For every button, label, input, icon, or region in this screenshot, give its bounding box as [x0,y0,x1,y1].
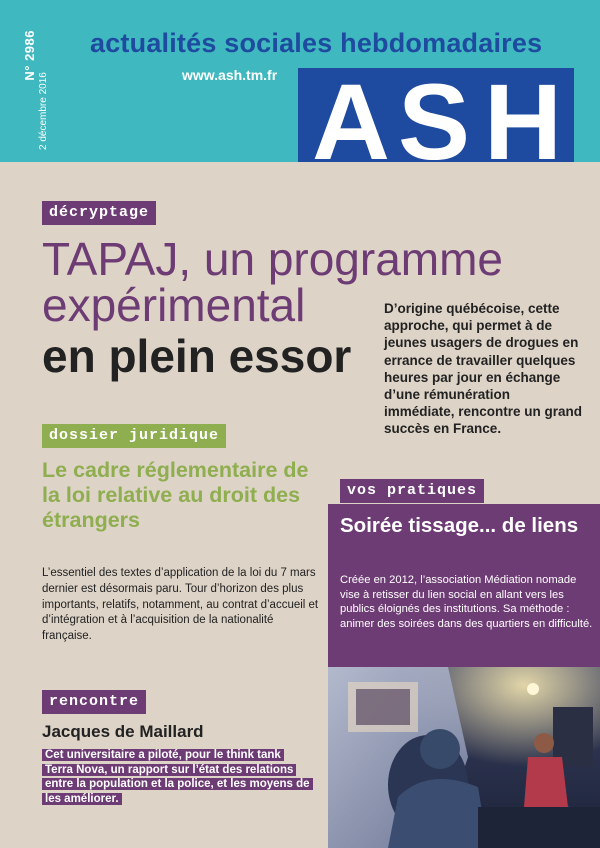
ash-logo [298,68,574,162]
decryptage-description: D’origine québécoise, cette approche, qui permet à de jeunes usagers de drogues en errance de travailler quelques heures par jour en échange d’une rémunération immédiate, rencontre un grand succès en France. [384,301,583,437]
rencontre-description-text: Cet universitaire a piloté, pour le think tank Terra Nova, un rapport sur l’état des relations entre la population et la police, et les moyens de les améliorer. [42,749,313,805]
night-scene-image [328,667,600,848]
tag-rencontre: rencontre [42,690,146,714]
tag-dossier-juridique: dossier juridique [42,424,226,448]
rencontre-description [42,748,310,806]
header-band [0,0,600,162]
dossier-description: L’essentiel des textes d’application de la loi du 7 mars dernier est désormais paru. Tour d’horizon des plus importants, relatifs, notamment, au contrat d’accueil et d’intégration et à l’acquisition de la nationalité française. [42,567,319,643]
website-url[interactable]: www.ash.tm.fr [182,67,278,83]
pratiques-title: Soirée tissage... de liens [340,514,579,537]
decryptage-title-bold: en plein essor [42,330,352,382]
magazine-title: actualités sociales hebdomadaires [90,28,543,58]
pratiques-description: Créée en 2012, l’association Médiation nomade vise à retisser du lien social en allant vers les publics éloignés des institutions. Sa méthode : animer des soirées dans des quartiers en difficulté. [340,574,593,630]
logo-letter-a: A [312,68,390,162]
dossier-title: Le cadre réglementaire de la loi relative au droit des étrangers [42,458,309,532]
issue-date: 2 décembre 2016 [38,72,49,150]
decryptage-title-line2: expérimental [42,279,306,331]
tag-vos-pratiques: vos pratiques [340,479,484,503]
rencontre-name: Jacques de Maillard [42,722,204,741]
pratiques-photo [328,667,600,848]
logo-letter-h: H [484,68,562,162]
issue-info [0,30,49,150]
decryptage-title-line1: TAPAJ, un programme [42,233,504,285]
issue-number: N° 2986 [22,30,37,81]
logo-letter-s: S [398,68,471,162]
tag-decryptage: décryptage [42,201,156,225]
